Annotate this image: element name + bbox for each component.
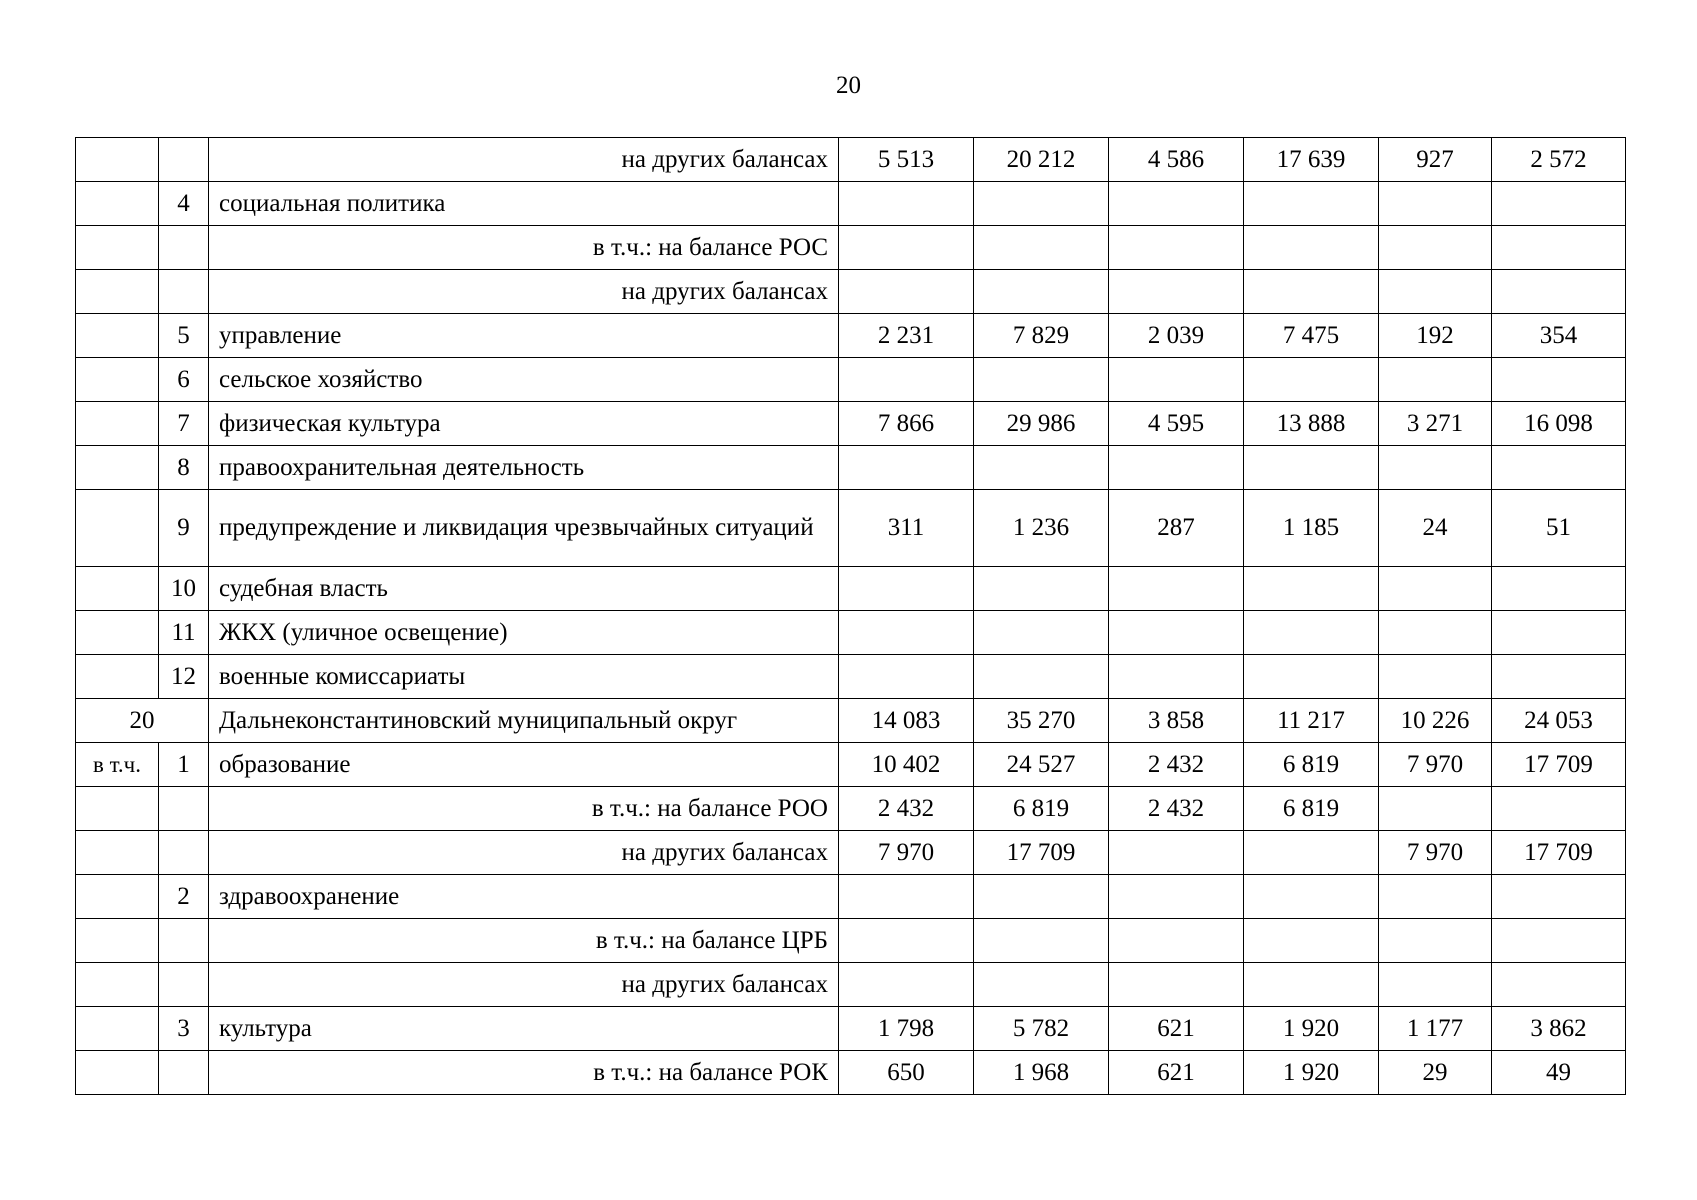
- cell-index: [76, 787, 159, 831]
- cell-value-5: [1379, 226, 1492, 270]
- cell-item-number: [159, 270, 209, 314]
- cell-value-1: [839, 226, 974, 270]
- cell-value-5: 7 970: [1379, 743, 1492, 787]
- cell-item-number: 9: [159, 490, 209, 567]
- cell-value-3: [1109, 919, 1244, 963]
- cell-value-2: 6 819: [974, 787, 1109, 831]
- cell-item-number: 2: [159, 875, 209, 919]
- table-row: [76, 490, 1626, 567]
- cell-value-4: [1244, 963, 1379, 1007]
- cell-value-2: 20 212: [974, 138, 1109, 182]
- cell-value-1: 5 513: [839, 138, 974, 182]
- cell-value-6: [1492, 446, 1626, 490]
- cell-value-1: [839, 611, 974, 655]
- cell-name: военные комиссариаты: [209, 655, 839, 699]
- cell-index: [76, 226, 159, 270]
- cell-value-3: [1109, 358, 1244, 402]
- cell-value-6: [1492, 358, 1626, 402]
- cell-index: [76, 963, 159, 1007]
- cell-value-2: [974, 919, 1109, 963]
- cell-index: в т.ч.: [76, 743, 159, 787]
- cell-value-1: [839, 875, 974, 919]
- cell-value-2: 29 986: [974, 402, 1109, 446]
- cell-value-2: [974, 875, 1109, 919]
- cell-value-3: [1109, 963, 1244, 1007]
- cell-value-3: [1109, 611, 1244, 655]
- cell-value-4: 1 920: [1244, 1007, 1379, 1051]
- cell-value-6: 3 862: [1492, 1007, 1626, 1051]
- cell-value-4: 7 475: [1244, 314, 1379, 358]
- cell-value-5: 3 271: [1379, 402, 1492, 446]
- cell-value-3: 287: [1109, 490, 1244, 567]
- cell-value-2: [974, 446, 1109, 490]
- cell-name: в т.ч.: на балансе ЦРБ: [209, 919, 839, 963]
- cell-name: здравоохранение: [209, 875, 839, 919]
- cell-value-6: 51: [1492, 490, 1626, 567]
- cell-value-2: [974, 567, 1109, 611]
- cell-index: [76, 875, 159, 919]
- table-row: [76, 655, 1626, 699]
- cell-value-1: 7 866: [839, 402, 974, 446]
- cell-value-3: [1109, 831, 1244, 875]
- cell-value-5: [1379, 875, 1492, 919]
- cell-value-3: 2 432: [1109, 787, 1244, 831]
- table-row: [76, 831, 1626, 875]
- cell-index: [76, 270, 159, 314]
- cell-item-number: [159, 787, 209, 831]
- table-row: [76, 567, 1626, 611]
- cell-value-1: [839, 270, 974, 314]
- cell-value-2: [974, 963, 1109, 1007]
- cell-value-1: [839, 446, 974, 490]
- cell-value-5: [1379, 919, 1492, 963]
- cell-index: [76, 831, 159, 875]
- cell-value-4: [1244, 358, 1379, 402]
- cell-value-4: [1244, 567, 1379, 611]
- cell-name: на других балансах: [209, 831, 839, 875]
- cell-value-5: 192: [1379, 314, 1492, 358]
- cell-value-5: 927: [1379, 138, 1492, 182]
- cell-item-number: [159, 1051, 209, 1095]
- cell-value-2: [974, 358, 1109, 402]
- cell-index: [76, 1007, 159, 1051]
- cell-value-2: 17 709: [974, 831, 1109, 875]
- cell-value-5: 24: [1379, 490, 1492, 567]
- cell-value-2: 1 236: [974, 490, 1109, 567]
- cell-index: [76, 567, 159, 611]
- cell-value-5: [1379, 446, 1492, 490]
- cell-value-4: [1244, 655, 1379, 699]
- cell-name: образование: [209, 743, 839, 787]
- cell-value-2: 7 829: [974, 314, 1109, 358]
- cell-value-5: [1379, 270, 1492, 314]
- cell-index: [76, 314, 159, 358]
- table-row: [76, 611, 1626, 655]
- cell-value-6: [1492, 655, 1626, 699]
- cell-value-4: [1244, 226, 1379, 270]
- cell-value-4: 13 888: [1244, 402, 1379, 446]
- cell-value-6: 24 053: [1492, 699, 1626, 743]
- cell-item-number: 5: [159, 314, 209, 358]
- cell-name: предупреждение и ликвидация чрезвычайных ситуаций: [209, 490, 839, 567]
- cell-index: [76, 655, 159, 699]
- cell-value-4: [1244, 446, 1379, 490]
- cell-value-6: [1492, 963, 1626, 1007]
- table-row: [76, 314, 1626, 358]
- cell-value-3: [1109, 182, 1244, 226]
- cell-value-3: [1109, 567, 1244, 611]
- table-row: [76, 919, 1626, 963]
- cell-value-5: 7 970: [1379, 831, 1492, 875]
- cell-value-3: 621: [1109, 1051, 1244, 1095]
- table-row: [76, 963, 1626, 1007]
- cell-value-3: [1109, 875, 1244, 919]
- cell-value-3: 2 432: [1109, 743, 1244, 787]
- cell-value-4: [1244, 919, 1379, 963]
- cell-index: [76, 402, 159, 446]
- cell-value-1: 14 083: [839, 699, 974, 743]
- cell-index: [76, 490, 159, 567]
- cell-item-number: [159, 226, 209, 270]
- table-row: [76, 138, 1626, 182]
- cell-name: на других балансах: [209, 270, 839, 314]
- cell-value-3: [1109, 270, 1244, 314]
- cell-name: культура: [209, 1007, 839, 1051]
- cell-index: [76, 1051, 159, 1095]
- cell-value-6: 354: [1492, 314, 1626, 358]
- cell-value-1: 2 432: [839, 787, 974, 831]
- cell-value-3: 2 039: [1109, 314, 1244, 358]
- cell-name: в т.ч.: на балансе РОК: [209, 1051, 839, 1095]
- cell-value-2: [974, 182, 1109, 226]
- cell-value-4: [1244, 831, 1379, 875]
- cell-name: ЖКХ (уличное освещение): [209, 611, 839, 655]
- cell-item-number: 6: [159, 358, 209, 402]
- cell-index: [76, 138, 159, 182]
- table-row: [76, 270, 1626, 314]
- cell-name: в т.ч.: на балансе РОС: [209, 226, 839, 270]
- cell-value-2: [974, 270, 1109, 314]
- cell-item-number: [159, 919, 209, 963]
- cell-value-2: [974, 611, 1109, 655]
- table-row: [76, 446, 1626, 490]
- cell-name: управление: [209, 314, 839, 358]
- report-table: [75, 137, 1626, 1095]
- cell-value-4: 1 920: [1244, 1051, 1379, 1095]
- cell-value-4: 17 639: [1244, 138, 1379, 182]
- cell-value-3: 621: [1109, 1007, 1244, 1051]
- cell-item-number: 3: [159, 1007, 209, 1051]
- cell-name: на других балансах: [209, 138, 839, 182]
- cell-value-5: [1379, 611, 1492, 655]
- cell-value-1: [839, 182, 974, 226]
- cell-value-6: 17 709: [1492, 831, 1626, 875]
- cell-index: [76, 919, 159, 963]
- cell-item-number: [159, 138, 209, 182]
- cell-name: физическая культура: [209, 402, 839, 446]
- cell-value-1: 1 798: [839, 1007, 974, 1051]
- cell-value-1: 7 970: [839, 831, 974, 875]
- cell-value-1: [839, 655, 974, 699]
- cell-value-1: 311: [839, 490, 974, 567]
- cell-value-4: [1244, 270, 1379, 314]
- cell-value-4: 6 819: [1244, 743, 1379, 787]
- cell-index: [76, 611, 159, 655]
- cell-value-4: 1 185: [1244, 490, 1379, 567]
- cell-value-6: [1492, 787, 1626, 831]
- cell-value-2: 1 968: [974, 1051, 1109, 1095]
- table-row: [76, 182, 1626, 226]
- cell-value-1: [839, 358, 974, 402]
- table-row: [76, 787, 1626, 831]
- cell-item-number: 12: [159, 655, 209, 699]
- cell-value-6: [1492, 611, 1626, 655]
- cell-value-1: [839, 919, 974, 963]
- cell-value-6: [1492, 919, 1626, 963]
- cell-value-2: 24 527: [974, 743, 1109, 787]
- table-row-region: [76, 699, 1626, 743]
- cell-value-2: [974, 226, 1109, 270]
- cell-value-6: [1492, 270, 1626, 314]
- cell-value-4: [1244, 611, 1379, 655]
- cell-value-3: [1109, 655, 1244, 699]
- cell-value-3: 4 586: [1109, 138, 1244, 182]
- cell-value-6: [1492, 182, 1626, 226]
- cell-index: [76, 182, 159, 226]
- cell-value-5: [1379, 358, 1492, 402]
- cell-value-5: 10 226: [1379, 699, 1492, 743]
- cell-value-1: [839, 963, 974, 1007]
- table-row: [76, 226, 1626, 270]
- cell-value-6: 2 572: [1492, 138, 1626, 182]
- cell-name: на других балансах: [209, 963, 839, 1007]
- cell-value-5: 29: [1379, 1051, 1492, 1095]
- cell-item-number: 4: [159, 182, 209, 226]
- cell-region-number: 20: [76, 699, 209, 743]
- cell-item-number: [159, 831, 209, 875]
- cell-value-2: 35 270: [974, 699, 1109, 743]
- cell-value-5: [1379, 655, 1492, 699]
- cell-item-number: 11: [159, 611, 209, 655]
- cell-value-3: [1109, 446, 1244, 490]
- cell-value-5: 1 177: [1379, 1007, 1492, 1051]
- cell-name: судебная власть: [209, 567, 839, 611]
- cell-value-4: [1244, 182, 1379, 226]
- cell-value-3: [1109, 226, 1244, 270]
- cell-value-4: 11 217: [1244, 699, 1379, 743]
- cell-value-6: 16 098: [1492, 402, 1626, 446]
- cell-value-1: 10 402: [839, 743, 974, 787]
- cell-name: Дальнеконстантиновский муниципальный округ: [209, 699, 839, 743]
- cell-value-1: [839, 567, 974, 611]
- cell-item-number: [159, 963, 209, 1007]
- cell-value-5: [1379, 963, 1492, 1007]
- cell-value-6: [1492, 226, 1626, 270]
- cell-value-4: [1244, 875, 1379, 919]
- table-row: [76, 875, 1626, 919]
- cell-item-number: 8: [159, 446, 209, 490]
- cell-value-6: [1492, 875, 1626, 919]
- cell-name: социальная политика: [209, 182, 839, 226]
- cell-name: в т.ч.: на балансе РОО: [209, 787, 839, 831]
- cell-value-5: [1379, 182, 1492, 226]
- cell-value-1: 2 231: [839, 314, 974, 358]
- table-row: [76, 402, 1626, 446]
- page-number: 20: [836, 72, 861, 99]
- table-row: [76, 743, 1626, 787]
- table-row: [76, 1007, 1626, 1051]
- cell-value-3: 4 595: [1109, 402, 1244, 446]
- cell-value-2: [974, 655, 1109, 699]
- cell-name: сельское хозяйство: [209, 358, 839, 402]
- table-row: [76, 1051, 1626, 1095]
- table-row: [76, 358, 1626, 402]
- cell-index: [76, 446, 159, 490]
- cell-value-5: [1379, 567, 1492, 611]
- cell-index: [76, 358, 159, 402]
- cell-item-number: 1: [159, 743, 209, 787]
- cell-item-number: 7: [159, 402, 209, 446]
- cell-value-2: 5 782: [974, 1007, 1109, 1051]
- cell-value-6: [1492, 567, 1626, 611]
- cell-value-3: 3 858: [1109, 699, 1244, 743]
- cell-item-number: 10: [159, 567, 209, 611]
- cell-value-6: 17 709: [1492, 743, 1626, 787]
- table-body: [76, 138, 1626, 1095]
- cell-value-4: 6 819: [1244, 787, 1379, 831]
- cell-value-6: 49: [1492, 1051, 1626, 1095]
- cell-value-5: [1379, 787, 1492, 831]
- cell-value-1: 650: [839, 1051, 974, 1095]
- cell-name: правоохранительная деятельность: [209, 446, 839, 490]
